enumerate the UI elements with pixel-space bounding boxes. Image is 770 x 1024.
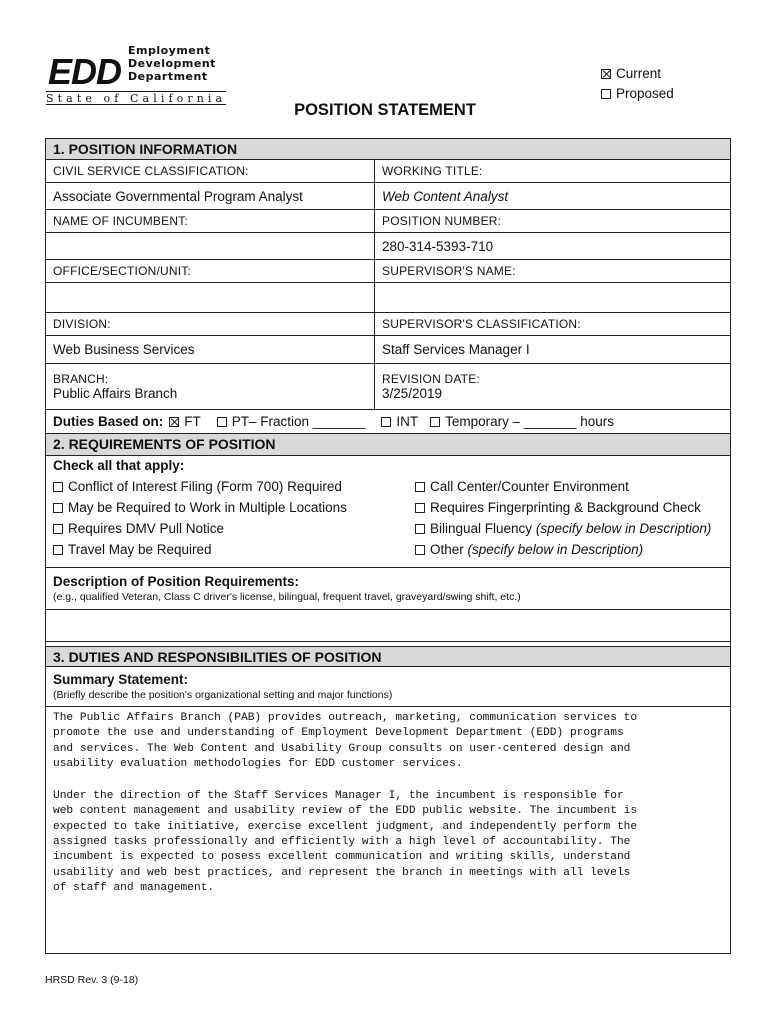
duties-pt[interactable] — [217, 414, 366, 429]
duties-ft[interactable] — [169, 414, 201, 429]
branch-field[interactable]: Public Affairs Branch — [53, 386, 178, 401]
checkbox-empty-icon[interactable] — [217, 417, 227, 427]
row-branch — [46, 364, 730, 410]
branch-cell — [46, 364, 375, 409]
req-label: Travel May be Required — [68, 542, 212, 557]
duties-label: Duties Based on: — [53, 414, 164, 429]
position-form — [45, 138, 731, 954]
duties-basis — [46, 410, 730, 433]
civil-service-field[interactable]: Associate Governmental Program Analyst — [46, 183, 375, 209]
req-conflict-interest[interactable] — [53, 476, 347, 497]
division-field[interactable]: Web Business Services — [46, 336, 375, 363]
supervisor-class-label: SUPERVISOR'S CLASSIFICATION: — [382, 317, 581, 331]
checkbox-checked-icon[interactable] — [601, 69, 611, 79]
checkbox-empty-icon[interactable] — [53, 482, 63, 492]
working-title-label: WORKING TITLE: — [382, 164, 483, 178]
section-1-heading: 1. POSITION INFORMATION — [46, 139, 730, 160]
status-current[interactable] — [601, 64, 674, 84]
working-title-field[interactable]: Web Content Analyst — [382, 188, 509, 204]
row-labels-2 — [46, 210, 730, 233]
checkbox-empty-icon[interactable] — [415, 524, 425, 534]
check-all-label: Check all that apply: — [53, 458, 185, 473]
checkbox-empty-icon[interactable] — [415, 482, 425, 492]
description-label: Description of Position Requirements: — [53, 574, 300, 589]
logo-letters: EDD — [48, 51, 122, 92]
req-other[interactable] — [415, 539, 711, 560]
status-current-label: Current — [616, 66, 662, 81]
duties-int-label: INT — [396, 414, 419, 429]
description-hint: (e.g., qualified Veteran, Class C driver's license, bilingual, frequent travel, graveyard/swing shift, etc.) — [53, 591, 521, 603]
checkbox-checked-icon[interactable] — [169, 417, 179, 427]
division-label: DIVISION: — [46, 313, 375, 335]
req-label: Other — [430, 542, 464, 557]
checkbox-empty-icon[interactable] — [53, 545, 63, 555]
req-label: Call Center/Counter Environment — [430, 479, 629, 494]
section-3-heading: 3. DUTIES AND RESPONSIBILITIES OF POSITION — [46, 646, 730, 667]
revision-field[interactable]: 3/25/2019 — [382, 386, 443, 401]
req-dmv-pull[interactable] — [53, 518, 347, 539]
checkbox-empty-icon[interactable] — [53, 524, 63, 534]
req-fingerprinting[interactable] — [415, 497, 711, 518]
summary-hint: (Briefly describe the position's organizational setting and major functions) — [53, 689, 393, 701]
logo-line-2: Development — [128, 57, 216, 70]
row-values-1 — [46, 183, 730, 210]
req-multiple-locations[interactable] — [53, 497, 347, 518]
description-field[interactable] — [46, 610, 730, 642]
logo-line-1: Employment — [128, 44, 211, 57]
description-value[interactable] — [46, 610, 730, 641]
duties-temp[interactable] — [430, 414, 614, 429]
branch-label: BRANCH: — [53, 372, 109, 386]
row-labels-3 — [46, 260, 730, 283]
summary-paragraph-2: Under the direction of the Staff Services Manager I, the incumbent is responsible for web content management and usability review of the EDD public website. The incumbent is expected to take initiative, exercise excellent judgment, and independently perform the assigned tasks professionally and efficiently with a high level of accountability. The incumbent is expected to posess excellent communication and writing skills, understand usability and web best practices, and represent the branch in meetings with all levels of staff and management. — [53, 790, 638, 894]
req-travel[interactable] — [53, 539, 347, 560]
req-bilingual[interactable] — [415, 518, 711, 539]
requirements-left — [53, 476, 347, 560]
req-call-center[interactable] — [415, 476, 711, 497]
checkbox-empty-icon[interactable] — [415, 545, 425, 555]
position-number-label: POSITION NUMBER: — [382, 214, 502, 228]
duties-pt-label: PT– Fraction _______ — [231, 414, 366, 429]
req-label: Bilingual Fluency — [430, 521, 533, 536]
incumbent-field[interactable] — [46, 233, 375, 259]
duties-ft-label: FT — [184, 414, 201, 429]
row-values-3 — [46, 283, 730, 313]
requirements-right — [415, 476, 711, 560]
revision-label: REVISION DATE: — [382, 372, 480, 386]
checkbox-empty-icon[interactable] — [53, 503, 63, 513]
summary-paragraph-1: The Public Affairs Branch (PAB) provides outreach, marketing, communication services to promote the use and understanding of Employment Development Department (EDD) programs and services. The Web Content and Usability Group consults on user-centered design and usability evaluation methodologies for EDD customer services. — [53, 712, 638, 770]
revision-cell — [375, 364, 730, 409]
row-values-2 — [46, 233, 730, 260]
checkbox-empty-icon[interactable] — [415, 503, 425, 513]
supervisor-class-field[interactable]: Staff Services Manager I — [382, 342, 530, 357]
incumbent-label: NAME OF INCUMBENT: — [46, 210, 375, 232]
summary-header — [46, 667, 730, 707]
checkbox-empty-icon[interactable] — [381, 417, 391, 427]
position-number-field[interactable]: 280-314-5393-710 — [382, 238, 494, 254]
supervisor-name-field[interactable] — [375, 283, 730, 312]
checkbox-empty-icon[interactable] — [601, 89, 611, 99]
statement-status — [601, 64, 674, 104]
req-label: Requires DMV Pull Notice — [68, 521, 225, 536]
summary-text[interactable] — [46, 707, 730, 896]
row-labels-4 — [46, 313, 730, 336]
requirements-box — [46, 456, 730, 568]
office-field[interactable] — [46, 283, 375, 312]
logo-words — [128, 44, 216, 83]
req-label: Conflict of Interest Filing (Form 700) Required — [68, 479, 342, 494]
row-values-4 — [46, 336, 730, 364]
civil-service-label: CIVIL SERVICE CLASSIFICATION: — [46, 160, 375, 182]
req-note: (specify below in Description) — [535, 521, 712, 536]
form-revision-footer: HRSD Rev. 3 (9-18) — [45, 974, 139, 986]
page-title: POSITION STATEMENT — [294, 101, 476, 119]
row-labels-1 — [46, 160, 730, 183]
edd-logo — [44, 44, 227, 106]
logo-state: State of California — [46, 92, 227, 105]
supervisor-name-label: SUPERVISOR'S NAME: — [382, 264, 516, 278]
duties-temp-label: Temporary – _______ hours — [445, 414, 614, 429]
req-label: Requires Fingerprinting & Background Check — [430, 500, 701, 515]
description-header — [46, 568, 730, 610]
section-2-heading: 2. REQUIREMENTS OF POSITION — [46, 434, 730, 456]
checkbox-empty-icon[interactable] — [430, 417, 440, 427]
req-note: (specify below in Description) — [467, 542, 644, 557]
summary-label: Summary Statement: — [53, 672, 189, 687]
status-proposed-label: Proposed — [616, 86, 674, 101]
office-label: OFFICE/SECTION/UNIT: — [46, 260, 375, 282]
req-label: May be Required to Work in Multiple Locations — [68, 500, 347, 515]
logo-line-3: Department — [128, 70, 208, 83]
duties-basis-row — [46, 410, 730, 434]
duties-int[interactable] — [381, 414, 418, 429]
